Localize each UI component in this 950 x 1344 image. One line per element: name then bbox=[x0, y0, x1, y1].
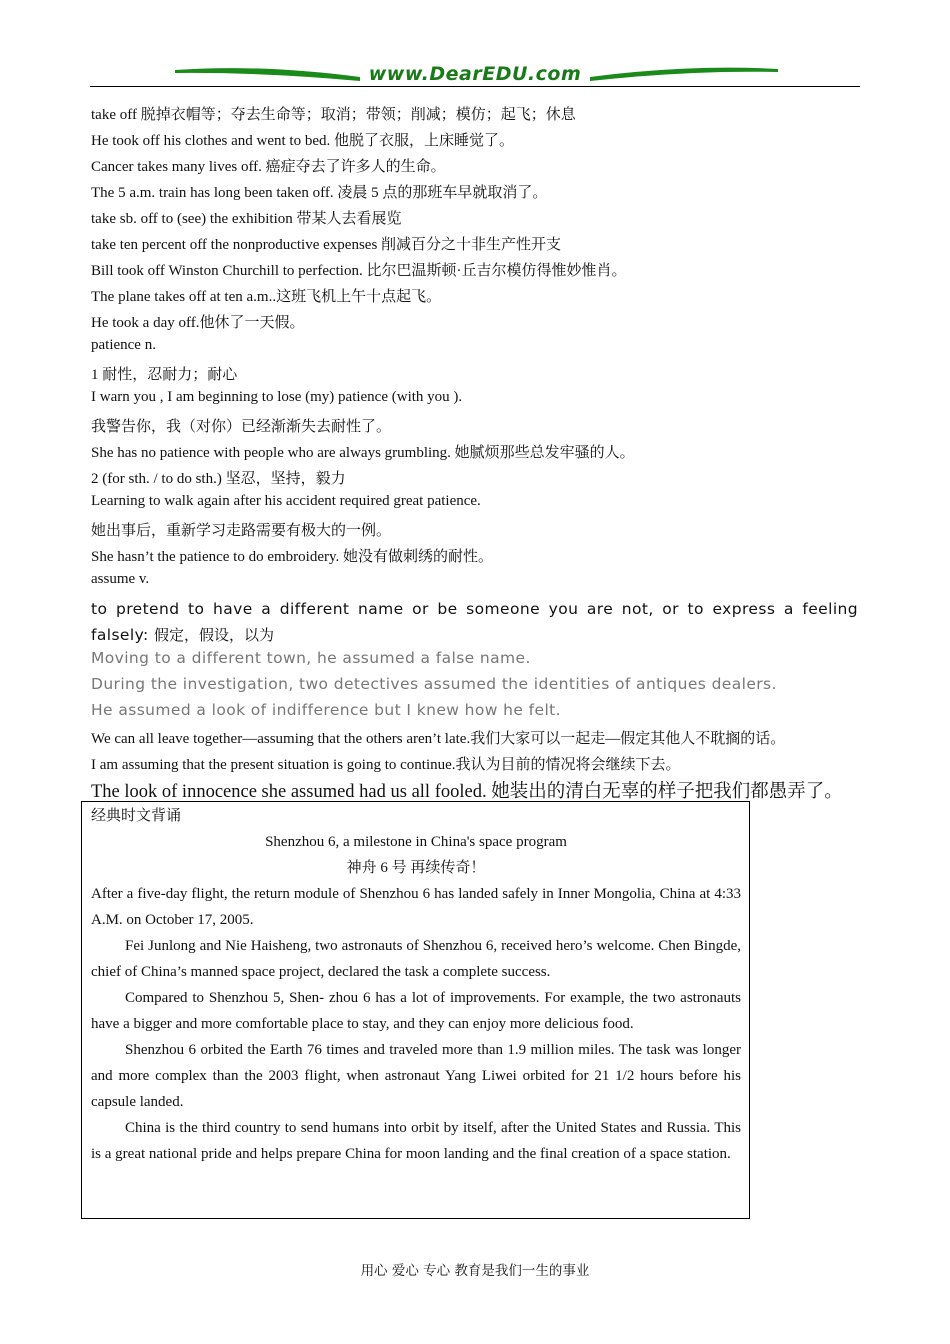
text-line: 2 (for sth. / to do sth.) 坚忍，坚持，毅力 bbox=[91, 471, 346, 487]
example-line: During the investigation, two detectives assumed the identities of antiques dealers. bbox=[91, 675, 777, 693]
article-paragraph: Fei Junlong and Nie Haisheng, two astronauts of Shenzhou 6, received hero’s welcome. Chen Bingde, chief of China’s manned space project, declared the task a complete success. bbox=[91, 938, 741, 980]
article-paragraph: Compared to Shenzhou 5, Shen- zhou 6 has a lot of improvements. For example, the two astronauts have a bigger and more comfortable place to stay, and they can enjoy more delicious food. bbox=[91, 990, 741, 1032]
site-logo-text: www.DearEDU.com bbox=[368, 63, 582, 85]
text-line: Bill took off Winston Churchill to perfection. 比尔巴温斯顿·丘吉尔模仿得惟妙惟肖。 bbox=[91, 263, 627, 279]
page-header bbox=[90, 60, 860, 90]
text-line: Cancer takes many lives off. 癌症夺去了许多人的生命。 bbox=[91, 159, 446, 175]
text-line: The 5 a.m. train has long been taken off. 凌晨 5 点的那班车早就取消了。 bbox=[91, 185, 548, 201]
header-rule bbox=[90, 86, 860, 87]
text-line: 她出事后，重新学习走路需要有极大的一例。 bbox=[91, 523, 392, 539]
assume-definition bbox=[91, 596, 858, 648]
page-footer: 用心 爱心 专心 教育是我们一生的事业 bbox=[360, 1263, 590, 1279]
text-line: He took a day off.他休了一天假。 bbox=[91, 315, 305, 331]
definition-en: to pretend to have a different name or be someone you are not, or to express a feeling falsely: bbox=[91, 600, 858, 644]
text-line: take sb. off to (see) the exhibition 带某人去看展览 bbox=[91, 211, 402, 227]
article-body bbox=[91, 881, 741, 1167]
text-line: I warn you , I am beginning to lose (my) patience (with you ). bbox=[91, 389, 463, 405]
box-label: 经典时文背诵 bbox=[91, 808, 182, 824]
text-line: 1 耐性，忍耐力；耐心 bbox=[91, 367, 238, 383]
article-paragraph: After a five-day flight, the return module of Shenzhou 6 has landed safely in Inner Mongolia, China at 4:33 A.M. on October 17, 2005. bbox=[91, 886, 741, 928]
text-line: 我警告你，我（对你）已经渐渐失去耐性了。 bbox=[91, 419, 392, 435]
example-line: Moving to a different town, he assumed a false name. bbox=[91, 649, 531, 667]
text-line: She has no patience with people who are always grumbling. 她腻烦那些总发牢骚的人。 bbox=[91, 445, 635, 461]
definition-cn: 假定，假设，以为 bbox=[153, 626, 274, 644]
text-line: We can all leave together—assuming that the others aren’t late.我们大家可以一起走—假定其他人不耽搁的话。 bbox=[91, 731, 786, 747]
text-line: take off 脱掉衣帽等；夺去生命等；取消；带领；削减；模仿；起飞；休息 bbox=[91, 107, 576, 123]
text-line-large: The look of innocence she assumed had us all fooled. 她装出的清白无辜的样子把我们都愚弄了。 bbox=[91, 782, 843, 802]
article-title-en: Shenzhou 6, a milestone in China's space program bbox=[265, 834, 567, 850]
example-line: He assumed a look of indifference but I knew how he felt. bbox=[91, 701, 561, 719]
text-line: I am assuming that the present situation is going to continue.我认为目前的情况将会继续下去。 bbox=[91, 757, 681, 773]
text-line: take ten percent off the nonproductive expenses 削减百分之十非生产性开支 bbox=[91, 237, 562, 253]
headword-patience: patience n. bbox=[91, 337, 156, 353]
text-line: The plane takes off at ten a.m..这班飞机上午十点起飞。 bbox=[91, 289, 442, 305]
article-title-cn: 神舟 6 号 再续传奇！ bbox=[346, 860, 486, 876]
reading-box bbox=[81, 801, 750, 1219]
text-line: Learning to walk again after his accident required great patience. bbox=[91, 493, 481, 509]
article-paragraph: Shenzhou 6 orbited the Earth 76 times and traveled more than 1.9 million miles. The task was longer and more complex than the 2003 flight, when astronaut Yang Liwei orbited for 21 1/2 hours before his capsule landed. bbox=[91, 1042, 741, 1110]
article-paragraph: China is the third country to send humans into orbit by itself, after the United States and Russia. This is a great national pride and helps prepare China for moon landing and the final creation of a space station. bbox=[91, 1120, 741, 1162]
headword-assume: assume v. bbox=[91, 571, 150, 587]
text-line: He took off his clothes and went to bed. 他脱了衣服，上床睡觉了。 bbox=[91, 133, 515, 149]
text-line: She hasn’t the patience to do embroidery. 她没有做刺绣的耐性。 bbox=[91, 549, 494, 565]
